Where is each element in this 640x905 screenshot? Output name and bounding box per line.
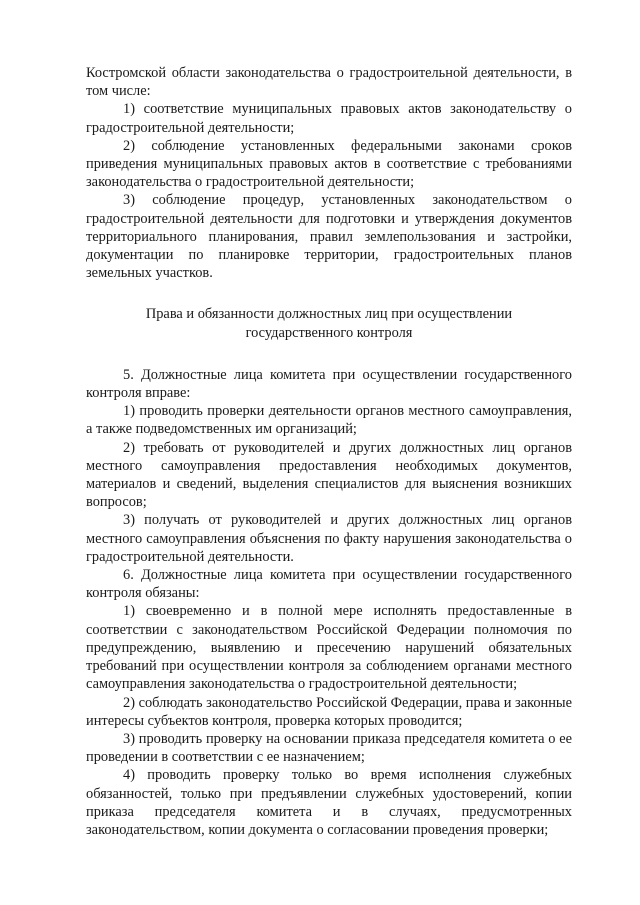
intro-list-item: 1) соответствие муниципальных правовых актов законодательству о градостроительной деятельности; (86, 101, 572, 136)
clause-6-item: 3) проводить проверку на основании приказа председателя комитета о ее проведении в соответствии с ее назначением; (86, 730, 572, 766)
intro-paragraph: Костромской области законодательства о градостроительной деятельности, в том числе: (86, 65, 572, 100)
clause-5-paragraph: 5. Должностные лица комитета при осуществлении государственного контроля вправе: (86, 366, 572, 402)
clause-5-item: 2) требовать от руководителей и других должностных лиц органов местного самоуправления предоставления необходимых документов, материалов и сведений, выделения специалистов для выяснения возникших вопросов; (86, 439, 572, 511)
intro-list-item: 2) соблюдение установленных федеральными законами сроков приведения муниципальных правовых актов в соответствие с требованиями законодательства о градостроительной деятельности; (86, 137, 572, 191)
intro-list-item: 3) соблюдение процедур, установленных законодательством о градостроительной деятельности для подготовки и утверждения документов территориального планирования, правил землепользования и застройки, документации по планировке территории, градостроительных планов земельных участков. (86, 192, 572, 282)
clause-6-paragraph: 6. Должностные лица комитета при осуществлении государственного контроля обязаны: (86, 567, 572, 602)
section-heading: Права и обязанности должностных лиц при осуществлении государственного контроля (145, 306, 513, 341)
clause-5-item: 1) проводить проверки деятельности органов местного самоуправления, а также подведомственных им организаций; (86, 403, 572, 438)
clause-6-item: 2) соблюдать законодательство Российской Федерации, права и законные интересы субъектов контроля, проверка которых проводится; (86, 694, 572, 729)
clause-5-item: 3) получать от руководителей и других должностных лиц органов местного самоуправления объяснения по факту нарушения законодательства о градостроительной деятельности. (86, 512, 572, 565)
clause-6-item: 4) проводить проверку только во время исполнения служебных обязанностей, только при предъявлении служебных удостоверений, копии приказа председателя комитета и в случаях, предусмотренных законодательством, копии документа о согласовании проведения проверки; (86, 767, 572, 838)
clause-6-item: 1) своевременно и в полной мере исполнять предоставленные в соответствии с законодательством Российской Федерации полномочия по предупреждению, выявлению и пресечению нарушений обязательных требований при осуществлении контроля за соблюдением органами местного самоуправления законодательства о градостроительной деятельности; (86, 603, 572, 693)
